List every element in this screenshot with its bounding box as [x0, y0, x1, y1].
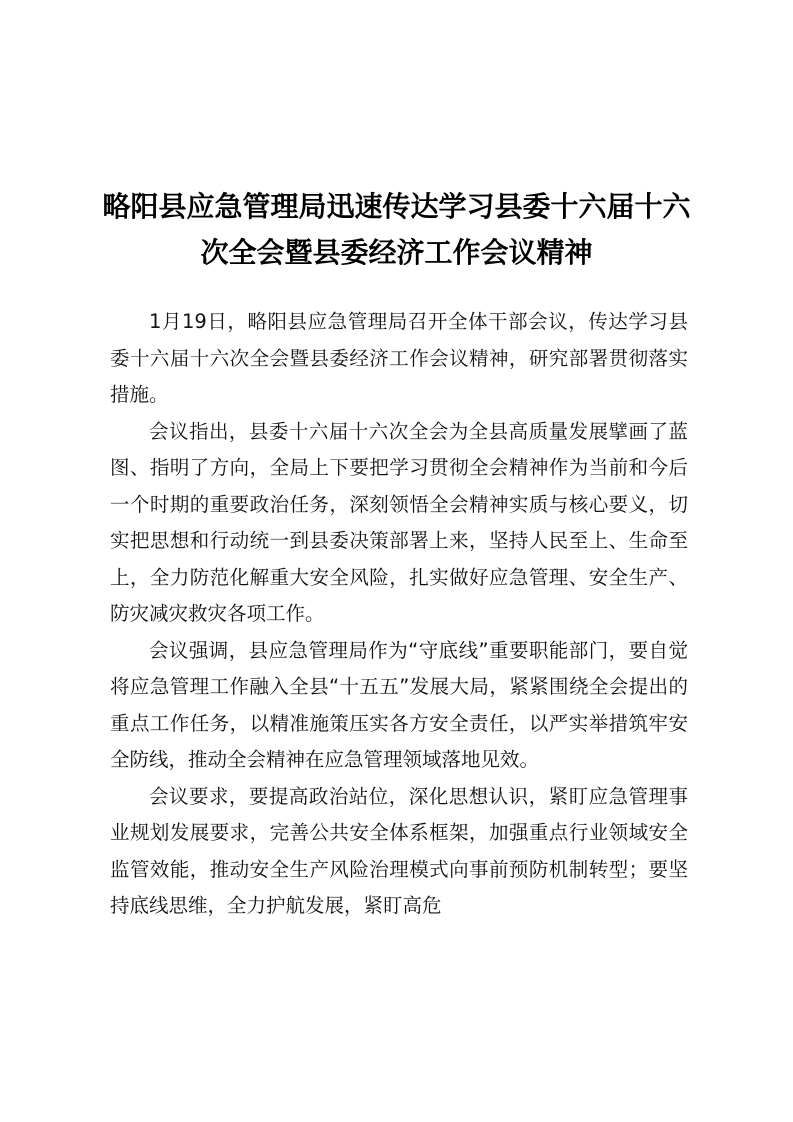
paragraph-4: 会议要求，要提高政治站位，深化思想认识，紧盯应急管理事业规划发展要求，完善公共安全体系框架，加强重点行业领域安全监管效能，推动安全生产风险治理模式向事前预防机制转型；要坚持底线思维，全力护航发展，紧盯高危	[110, 784, 688, 917]
title-line-1: 略阳县应急管理局迅速传达学习县委十六届十六	[102, 190, 691, 223]
title-line-2: 次全会暨县委经济工作会议精神	[200, 236, 593, 269]
document-title	[90, 184, 703, 276]
paragraph-1: 1月19日，略阳县应急管理局召开全体干部会议，传达学习县委十六届十六次全会暨县委经济工作会议精神，研究部署贯彻落实措施。	[110, 310, 688, 406]
paragraph-2: 会议指出，县委十六届十六次全会为全县高质量发展擘画了蓝图、指明了方向，全局上下要把学习贯彻全会精神作为当前和今后一个时期的重要政治任务，深刻领悟全会精神实质与核心要义，切实把思想和行动统一到县委决策部署上来，坚持人民至上、生命至上，全力防范化解重大安全风险，扎实做好应急管理、安全生产、防灾减灾救灾各项工作。	[110, 419, 688, 625]
document-body	[110, 304, 688, 925]
paragraph-3: 会议强调，县应急管理局作为“守底线”重要职能部门，要自觉将应急管理工作融入全县“十五五”发展大局，紧紧围绕全会提出的重点工作任务，以精准施策压实各方安全责任，以严实举措筑牢安全防线，推动全会精神在应急管理领域落地见效。	[110, 638, 688, 771]
